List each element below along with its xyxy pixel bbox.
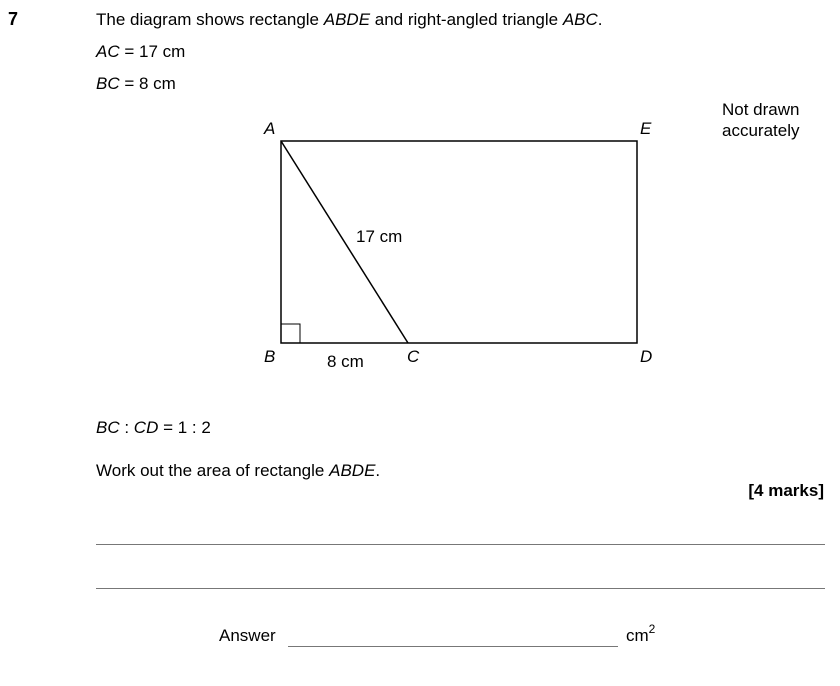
answer-unit bbox=[626, 622, 656, 646]
task-statement bbox=[96, 461, 380, 481]
given-ac-value: = 17 cm bbox=[119, 42, 186, 61]
unit-base: cm bbox=[626, 626, 649, 645]
working-line-2[interactable] bbox=[96, 588, 825, 589]
ratio-statement bbox=[96, 418, 211, 438]
task-suffix: . bbox=[375, 461, 381, 480]
right-angle-marker bbox=[281, 324, 300, 343]
vertex-b-label: B bbox=[264, 347, 276, 366]
vertex-d-label: D bbox=[640, 347, 653, 366]
question-number: 7 bbox=[8, 9, 19, 29]
side-bc-label: 8 cm bbox=[327, 352, 364, 371]
note-line-1: Not drawn bbox=[722, 100, 800, 119]
given-bc-value: = 8 cm bbox=[119, 74, 176, 93]
answer-line[interactable] bbox=[288, 646, 618, 647]
intro-prefix: The diagram shows rectangle bbox=[96, 10, 324, 29]
triangle-name: ABC bbox=[562, 10, 598, 29]
unit-exponent: 2 bbox=[648, 622, 656, 637]
ratio-var-cd: CD bbox=[133, 418, 159, 437]
given-bc-var: BC bbox=[96, 74, 120, 93]
vertex-a-label: A bbox=[264, 119, 276, 138]
rectangle-abde bbox=[281, 141, 637, 343]
rect-name: ABDE bbox=[323, 10, 371, 29]
note-line-2: accurately bbox=[722, 121, 800, 140]
task-prefix: Work out the area of rectangle bbox=[96, 461, 330, 480]
ratio-separator: : bbox=[119, 418, 134, 437]
intro-mid: and right-angled triangle bbox=[370, 10, 563, 29]
vertex-e-label: E bbox=[640, 119, 652, 138]
vertex-c-label: C bbox=[407, 347, 420, 366]
ratio-var-bc: BC bbox=[96, 418, 120, 437]
answer-label: Answer bbox=[219, 626, 276, 645]
marks-label: [4 marks] bbox=[748, 481, 824, 500]
task-rect-name: ABDE bbox=[329, 461, 376, 480]
given-ac-var: AC bbox=[96, 42, 120, 61]
ratio-value: = 1 : 2 bbox=[158, 418, 211, 437]
working-line-1[interactable] bbox=[96, 544, 825, 545]
side-ac-label: 17 cm bbox=[356, 227, 403, 246]
intro-suffix: . bbox=[597, 10, 603, 29]
